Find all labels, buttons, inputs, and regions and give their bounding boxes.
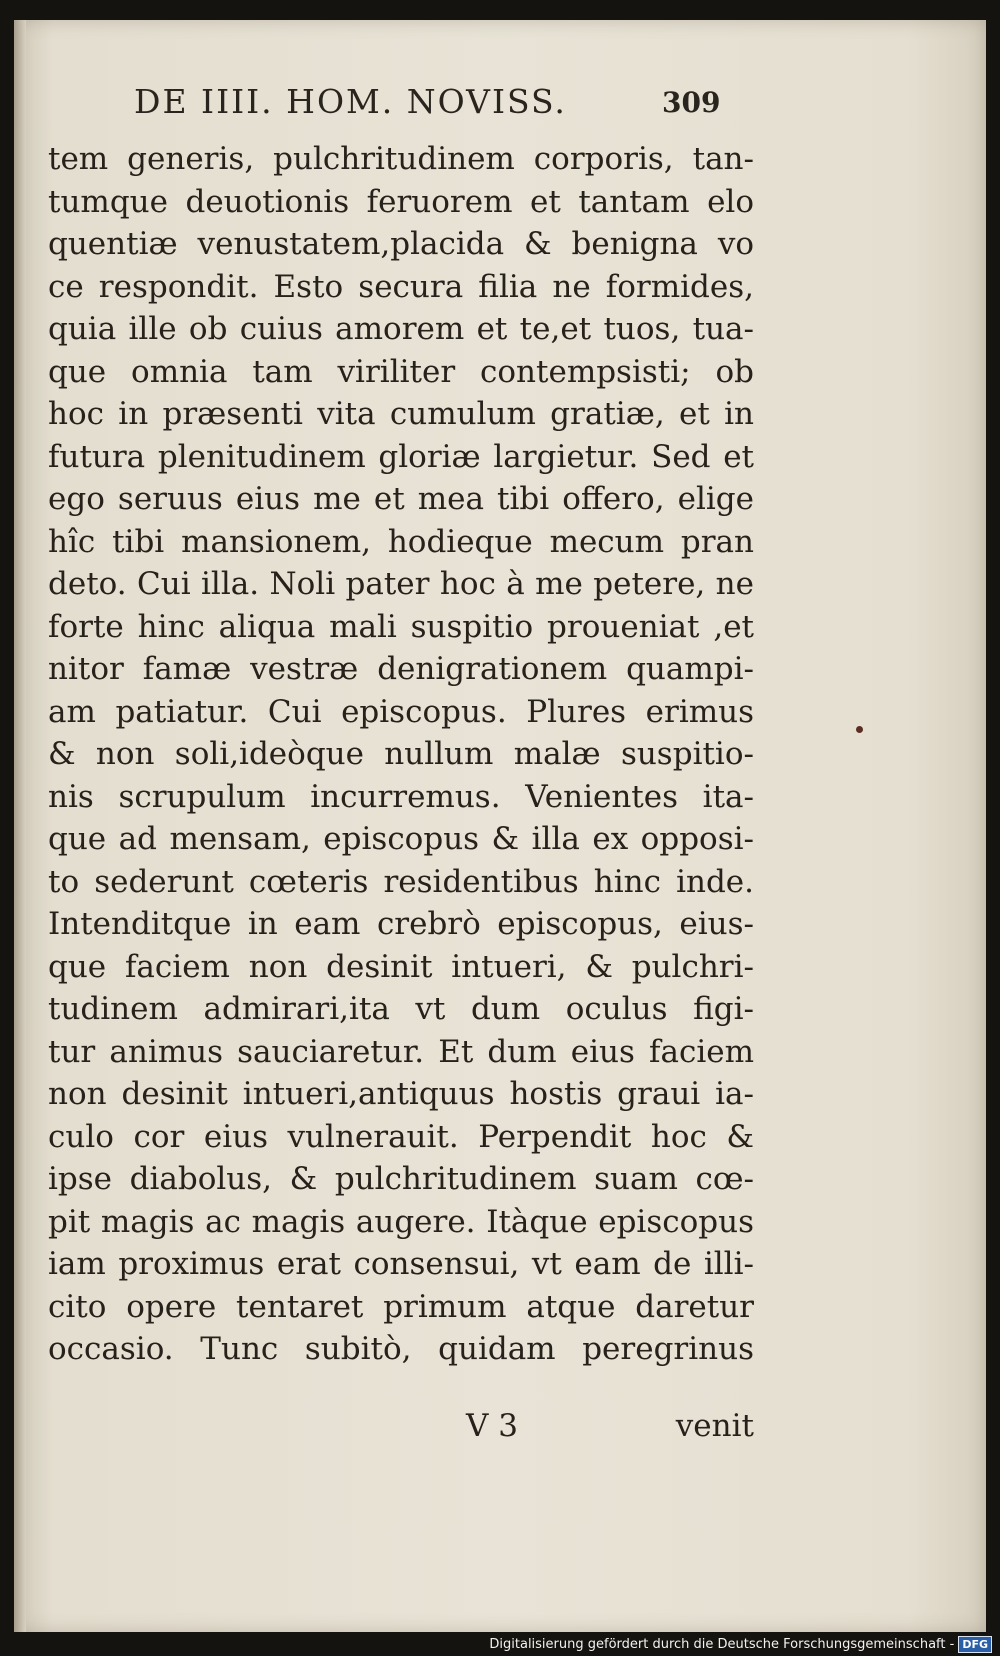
text-line: nis scrupulum incurremus. Venientes ita- — [48, 778, 754, 815]
footer-line — [48, 1408, 754, 1452]
text-line: forte hinc aliqua mali suspitio proueniat ,et — [48, 608, 754, 645]
text-line: tem generis, pulchritudinem corporis, tan- — [48, 141, 754, 177]
text-line: pit magis ac magis augere. Itàque episcopus — [48, 1203, 754, 1240]
text-line: que ad mensam, episcopus & illa ex opposi- — [48, 821, 754, 857]
catchword: venit — [675, 1408, 754, 1444]
text-line: tumque deuotionis feruorem et tantam elo — [48, 183, 754, 220]
digitization-credit — [489, 1634, 992, 1654]
signature-mark: V 3 — [466, 1408, 518, 1444]
book-page — [14, 20, 986, 1632]
text-line: & non soli,ideòque nullum malæ suspitio- — [48, 736, 754, 772]
text-line: non desinit intueri,antiquus hostis graui ia- — [48, 1076, 754, 1112]
text-line: culo cor eius vulnerauit. Perpendit hoc & — [48, 1118, 754, 1155]
text-line: ce respondit. Esto secura filia ne formides, — [48, 268, 754, 305]
text-line: quia ille ob cuius amorem et te,et tuos, tua- — [48, 311, 754, 347]
page-number: 309 — [662, 86, 721, 119]
text-line: cito opere tentaret primum atque daretur — [48, 1288, 754, 1325]
text-line: hîc tibi mansionem, hodieque mecum pran — [48, 523, 754, 560]
text-line: ego seruus eius me et mea tibi offero, elige — [48, 481, 754, 517]
text-line: quentiæ venustatem,placida & benigna vo — [48, 226, 754, 262]
ink-speck — [856, 726, 863, 733]
text-line: que faciem non desinit intueri, & pulchri- — [48, 948, 754, 985]
text-line: deto. Cui illa. Noli pater hoc à me petere, ne — [48, 566, 754, 602]
text-line: tudinem admirari,ita vt dum oculus figi- — [48, 991, 754, 1027]
text-line: hoc in præsenti vita cumulum gratiæ, et in — [48, 396, 754, 432]
credit-text: Digitalisierung gefördert durch die Deutsche Forschungsgemeinschaft - — [489, 1636, 955, 1652]
text-line: iam proximus erat consensui, vt eam de illi- — [48, 1246, 754, 1282]
text-line: futura plenitudinem gloriæ largietur. Sed et — [48, 438, 754, 475]
body-text — [48, 138, 754, 1438]
text-line: ipse diabolus, & pulchritudinem suam cœ- — [48, 1161, 754, 1197]
page-binding-edge — [14, 20, 26, 1632]
text-line: que omnia tam viriliter contempsisti; ob — [48, 353, 754, 390]
text-line: tur animus sauciaretur. Et dum eius faciem — [48, 1033, 754, 1070]
running-head: DE IIII. HOM. NOVISS. — [134, 82, 567, 121]
dfg-logo: DFG — [958, 1636, 992, 1653]
text-line: occasio. Tunc subitò, quidam peregrinus — [48, 1331, 754, 1367]
text-line: nitor famæ vestræ denigrationem quampi- — [48, 651, 754, 687]
text-line: am patiatur. Cui episcopus. Plures erimus — [48, 693, 754, 730]
text-line: to sederunt cœteris residentibus hinc inde. — [48, 863, 754, 900]
text-line: Intenditque in eam crebrò episcopus, eius- — [48, 906, 754, 942]
